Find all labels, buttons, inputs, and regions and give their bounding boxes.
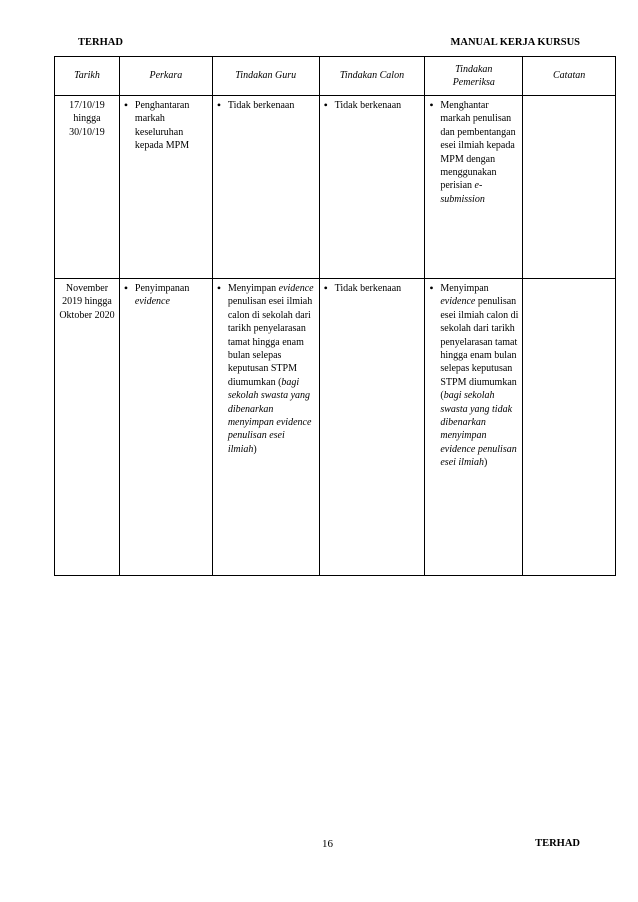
- bullet-item: • Penghantaran markah keseluruhan kepada MPM: [123, 99, 209, 153]
- bullet-item: [428, 99, 519, 206]
- cell-catatan: [523, 279, 616, 576]
- pemeriksa-text-2: penulisan esei ilmiah calon di sekolah dari tarikh penyelarasan tamat hingga enam bulan selepas keputusan STPM diumumkan (: [440, 296, 519, 402]
- header-classification: TERHAD: [78, 37, 123, 48]
- bullet-item: • Tidak berkenaan: [216, 99, 316, 112]
- column-header-perkara: Perkara: [119, 57, 212, 96]
- cell-tindakan-calon: [319, 96, 425, 279]
- bullet-item: [428, 282, 519, 470]
- cell-tarikh: November 2019 hingga Oktober 2020: [55, 279, 120, 576]
- guru-italic-1: evidence: [278, 283, 314, 294]
- cell-tindakan-pemeriksa: [425, 279, 523, 576]
- column-header-tindakan-pemeriksa: Tindakan Pemeriksa: [425, 57, 523, 96]
- table-header-row: [55, 57, 616, 96]
- page-number: 16: [322, 838, 333, 850]
- bullet-item: • Tidak berkenaan: [323, 282, 422, 295]
- column-header-tindakan-calon: Tindakan Calon: [319, 57, 425, 96]
- guru-text-3: ): [253, 443, 257, 455]
- pemeriksa-text: Menghantar markah penulisan dan pembentangan esei ilmiah kepada MPM dengan menggunakan perisian: [440, 100, 516, 192]
- cell-perkara: [119, 96, 212, 279]
- column-header-tarikh: Tarikh: [55, 57, 120, 96]
- cell-tindakan-calon: [319, 279, 425, 576]
- coursework-schedule-table: [54, 56, 616, 576]
- bullet-item: [216, 282, 316, 456]
- header-document-title: MANUAL KERJA KURSUS: [450, 37, 580, 48]
- cell-catatan: [523, 96, 616, 279]
- cell-perkara: [119, 279, 212, 576]
- pemeriksa-text-3: ): [483, 457, 488, 469]
- cell-tindakan-guru: [212, 279, 319, 576]
- pemeriksa-text-1: Menyimpan: [440, 283, 489, 294]
- table-row: [55, 96, 616, 279]
- perkara-text: Penyimpanan: [134, 283, 190, 294]
- guru-text-1: Menyimpan: [227, 283, 277, 294]
- pemeriksa-software-name: e-submission: [440, 180, 485, 205]
- cell-tarikh: 17/10/19 hingga 30/10/19: [55, 96, 120, 279]
- pemeriksa-italic-1: evidence: [440, 296, 476, 308]
- bullet-item: [123, 282, 209, 309]
- footer-classification: TERHAD: [535, 838, 580, 849]
- guru-text-2: penulisan esei ilmiah calon di sekolah dari tarikh penyelarasan tamat hingga enam bulan selepas keputusan STPM diumumkan (: [227, 296, 313, 388]
- cell-tindakan-guru: [212, 96, 319, 279]
- cell-tindakan-pemeriksa: [425, 96, 523, 279]
- column-header-tindakan-guru: Tindakan Guru: [212, 57, 319, 96]
- bullet-item: • Tidak berkenaan: [323, 99, 422, 112]
- column-header-catatan: Catatan: [523, 57, 616, 96]
- perkara-italic: evidence: [134, 296, 170, 308]
- table-row: [55, 279, 616, 576]
- pemeriksa-italic-2: bagi sekolah swasta yang tidak dibenarkan menyimpan evidence penulisan esei ilmiah: [440, 390, 517, 469]
- guru-italic-2: bagi sekolah swasta yang dibenarkan menyimpan evidence penulisan esei ilmiah: [227, 376, 312, 455]
